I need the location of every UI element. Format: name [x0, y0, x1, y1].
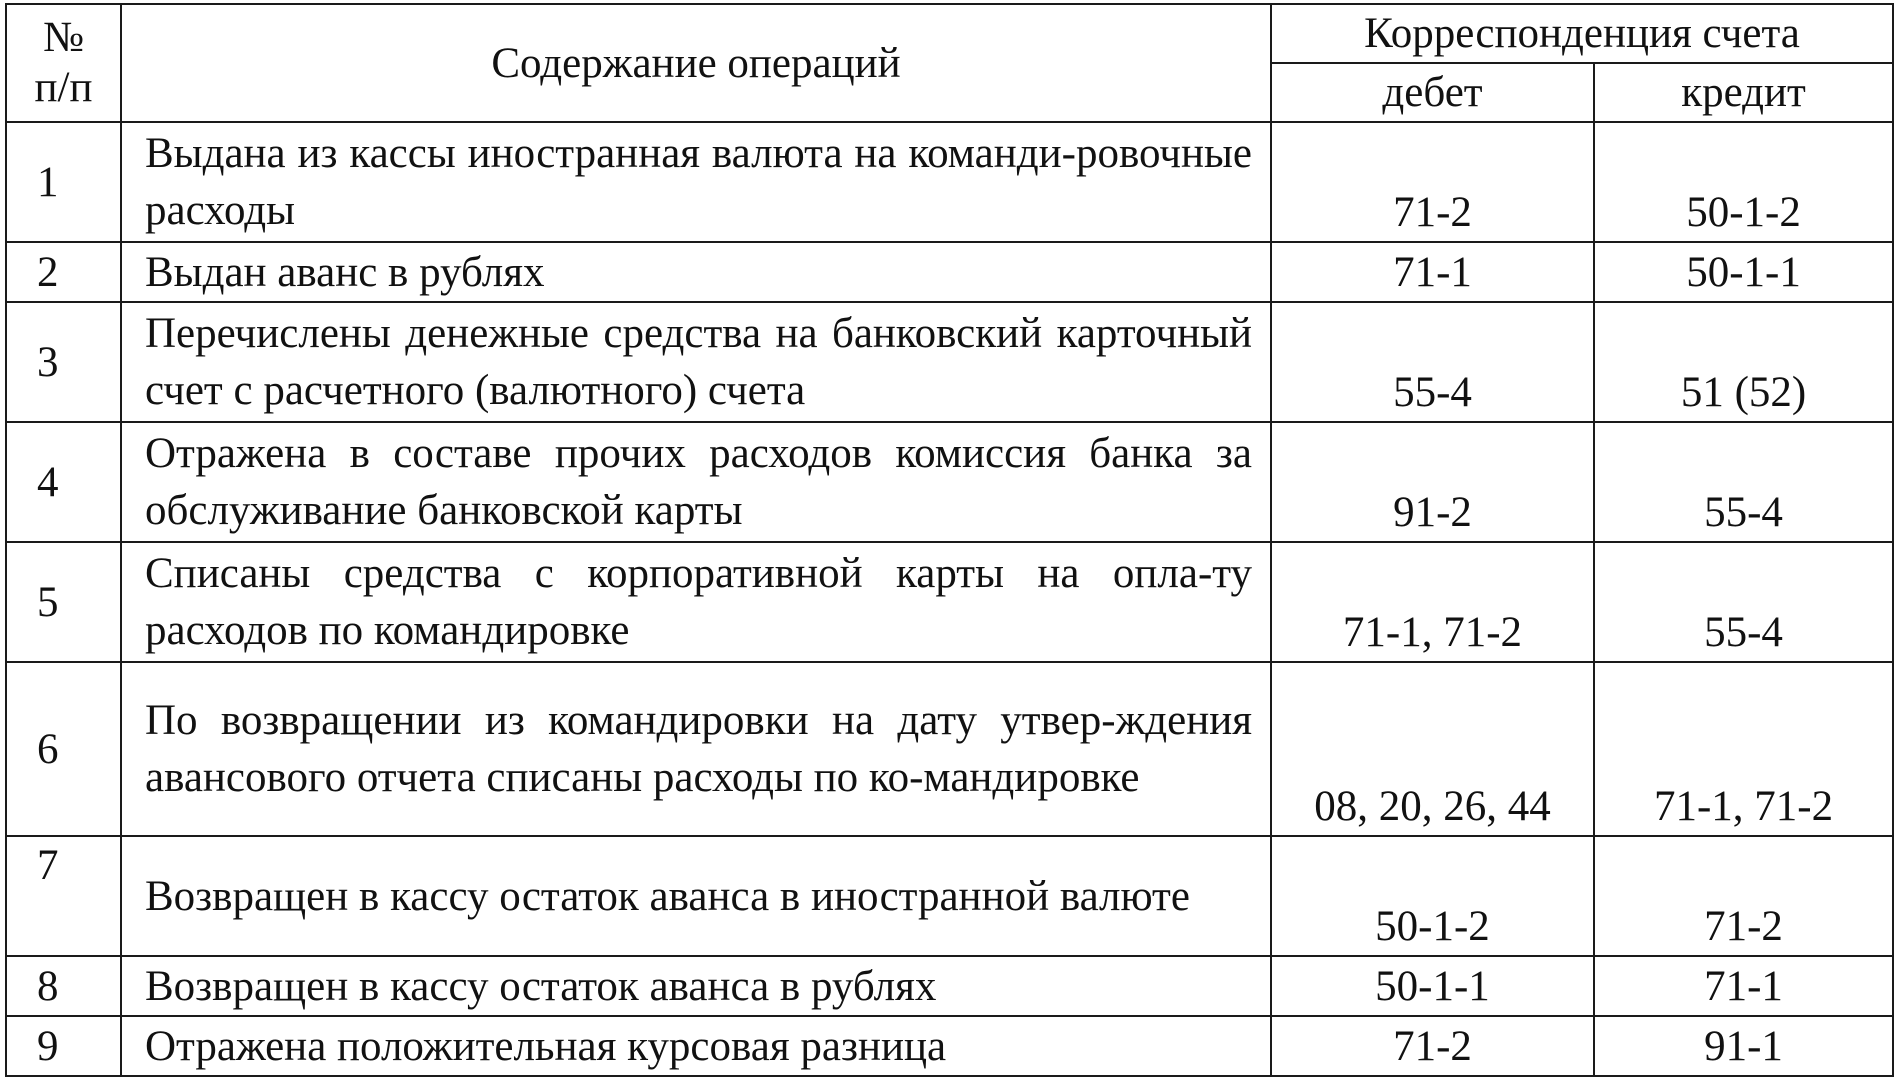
table-row	[6, 836, 1893, 956]
row-number: 9	[6, 1016, 121, 1076]
row-operation: Возвращен в кассу остаток аванса в рублях	[121, 956, 1271, 1016]
row-number: 8	[6, 956, 121, 1016]
table-row	[6, 662, 1893, 836]
header-row	[6, 4, 1893, 63]
row-operation: Отражена в составе прочих расходов комиссия банка за обслуживание банковской карты	[121, 422, 1271, 542]
row-credit: 71-2	[1594, 836, 1893, 956]
row-credit: 51 (52)	[1594, 302, 1893, 422]
row-number: 7	[6, 836, 121, 956]
header-credit: кредит	[1594, 63, 1893, 122]
row-debit: 08, 20, 26, 44	[1271, 662, 1594, 836]
row-credit: 55-4	[1594, 422, 1893, 542]
row-debit: 55-4	[1271, 302, 1594, 422]
row-debit: 50-1-2	[1271, 836, 1594, 956]
table-row	[6, 956, 1893, 1016]
row-credit: 50-1-1	[1594, 242, 1893, 302]
table-row	[6, 422, 1893, 542]
row-operation: Списаны средства с корпоративной карты на опла-ту расходов по командировке	[121, 542, 1271, 662]
header-operation: Содержание операций	[121, 4, 1271, 122]
row-debit: 50-1-1	[1271, 956, 1594, 1016]
row-operation: Выдана из кассы иностранная валюта на команди-ровочные расходы	[121, 122, 1271, 242]
row-credit: 91-1	[1594, 1016, 1893, 1076]
row-number: 1	[6, 122, 121, 242]
row-debit: 71-1, 71-2	[1271, 542, 1594, 662]
row-operation: Перечислены денежные средства на банковский карточный счет с расчетного (валютного) счета	[121, 302, 1271, 422]
row-number: 6	[6, 662, 121, 836]
row-credit: 50-1-2	[1594, 122, 1893, 242]
row-number: 4	[6, 422, 121, 542]
table-row	[6, 1016, 1893, 1076]
row-operation: Выдан аванс в рублях	[121, 242, 1271, 302]
row-debit: 71-2	[1271, 1016, 1594, 1076]
row-number: 3	[6, 302, 121, 422]
row-debit: 71-2	[1271, 122, 1594, 242]
accounting-entries-table	[5, 3, 1894, 1077]
row-operation: Возвращен в кассу остаток аванса в иностранной валюте	[121, 836, 1271, 956]
row-operation: По возвращении из командировки на дату утвер-ждения авансового отчета списаны расходы по ко-мандировке	[121, 662, 1271, 836]
header-number-line2: п/п	[34, 64, 93, 111]
row-credit: 71-1	[1594, 956, 1893, 1016]
table-row	[6, 302, 1893, 422]
row-operation: Отражена положительная курсовая разница	[121, 1016, 1271, 1076]
header-debit: дебет	[1271, 63, 1594, 122]
table-row	[6, 542, 1893, 662]
row-credit: 71-1, 71-2	[1594, 662, 1893, 836]
row-debit: 91-2	[1271, 422, 1594, 542]
row-credit: 55-4	[1594, 542, 1893, 662]
row-number: 5	[6, 542, 121, 662]
header-number-line1: №	[42, 14, 85, 61]
header-number	[6, 4, 121, 122]
table-row	[6, 242, 1893, 302]
row-number: 2	[6, 242, 121, 302]
header-correspondence: Корреспонденция счета	[1271, 4, 1893, 63]
table-row	[6, 122, 1893, 242]
row-debit: 71-1	[1271, 242, 1594, 302]
